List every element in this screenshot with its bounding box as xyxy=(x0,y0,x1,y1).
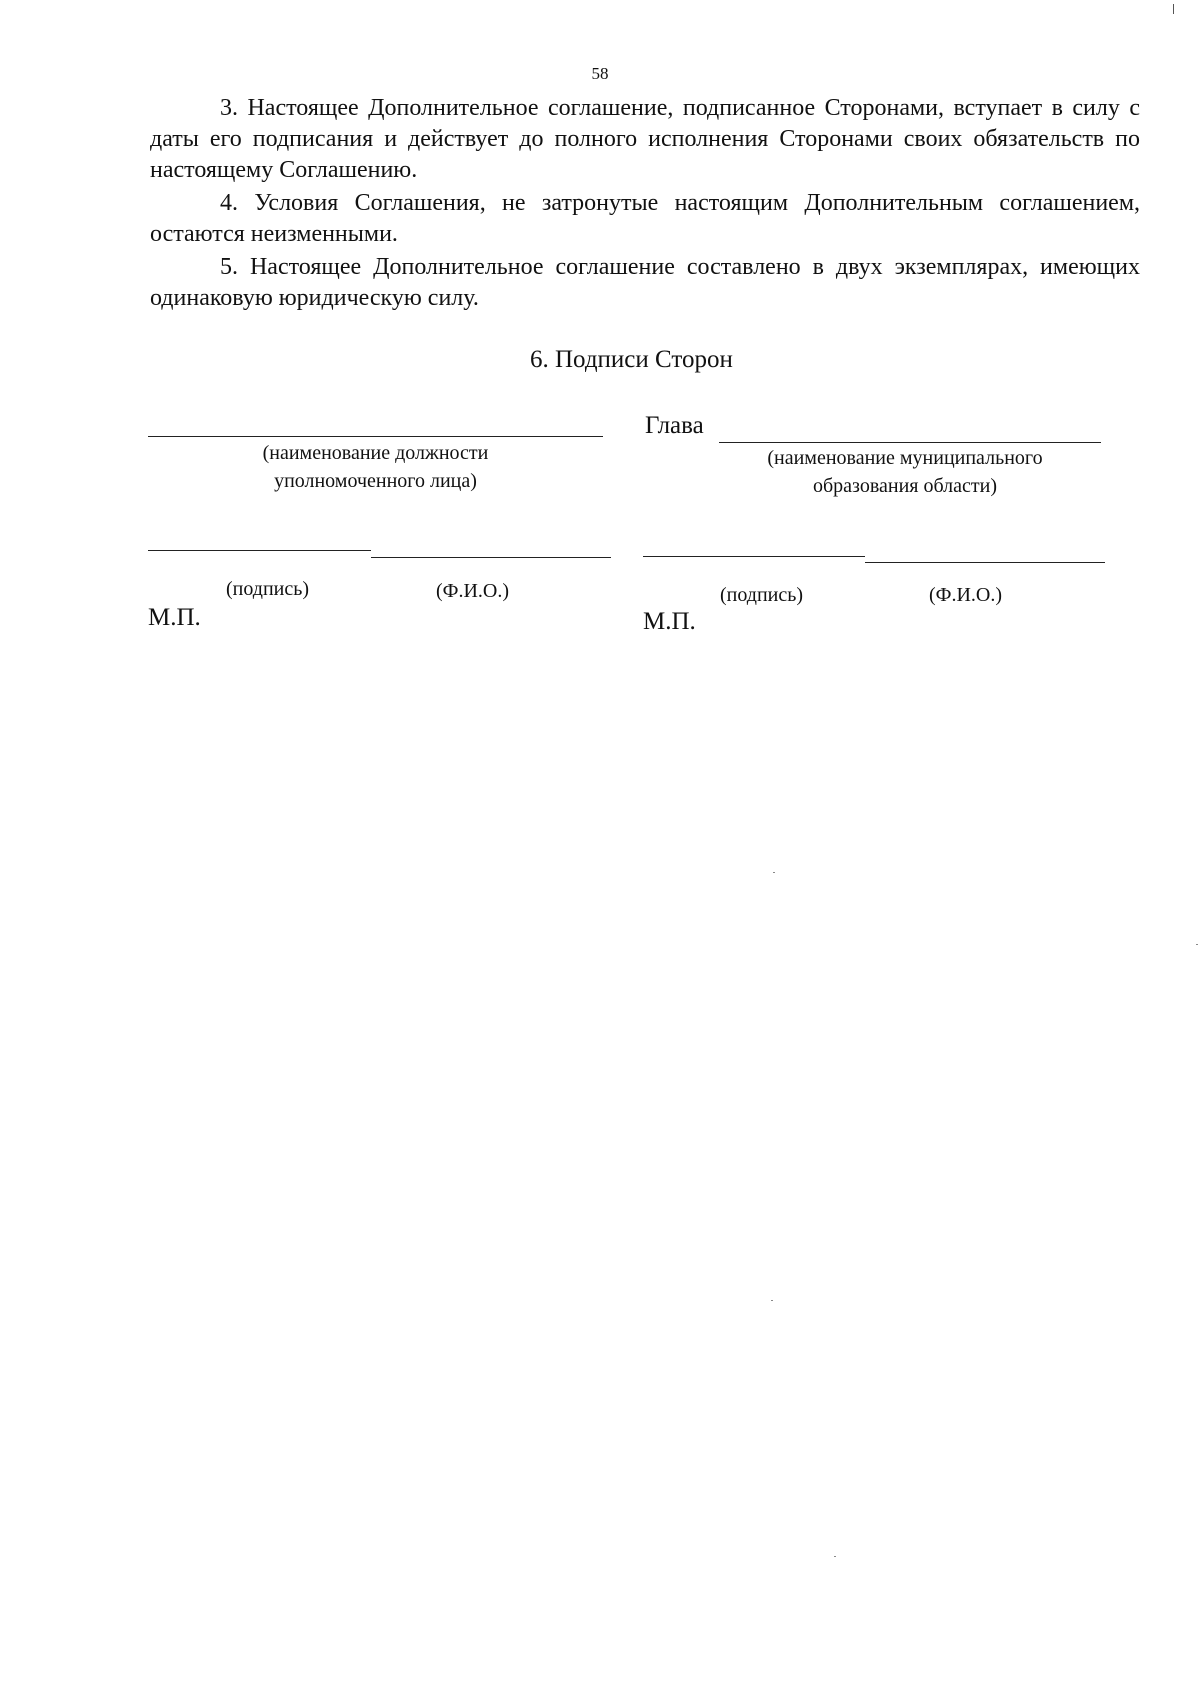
right-name-caption: (Ф.И.О.) xyxy=(929,584,1003,606)
right-name-line xyxy=(865,562,1105,563)
paragraph-3: 3. Настоящее Дополнительное соглашение, подписанное Сторонами, вступает в силу с даты его подписания и действует до полного исполнения Сторонами своих обязательств по настоящему Соглашению. xyxy=(150,95,1140,183)
right-position-caption-line1: (наименование муниципального xyxy=(767,447,1043,469)
left-position-line xyxy=(148,436,603,437)
left-position-caption xyxy=(148,439,603,495)
right-seal-mark: М.П. xyxy=(643,608,696,635)
scan-speck xyxy=(834,1556,836,1557)
scan-speck xyxy=(771,1300,773,1301)
right-position-line xyxy=(719,442,1101,443)
right-signature-caption: (подпись) xyxy=(720,584,804,606)
left-seal-mark: М.П. xyxy=(148,604,201,631)
right-position-caption xyxy=(700,444,1110,500)
right-signature-line xyxy=(643,556,865,557)
paragraph-5: 5. Настоящее Дополнительное соглашение составлено в двух экземплярах, имеющих одинаковую юридическую силу. xyxy=(150,254,1140,311)
section-heading: 6. Подписи Сторон xyxy=(530,346,733,373)
scan-speck xyxy=(1173,4,1174,14)
paragraph-4: 4. Условия Соглашения, не затронутые настоящим Дополнительным соглашением, остаются неизменными. xyxy=(150,190,1140,247)
left-position-caption-line1: (наименование должности xyxy=(262,442,489,464)
left-position-caption-line2: уполномоченного лица) xyxy=(274,470,477,492)
left-name-line xyxy=(371,557,611,558)
left-signature-caption: (подпись) xyxy=(226,578,310,600)
page-number: 58 xyxy=(591,64,609,83)
right-title-prefix: Глава xyxy=(645,412,704,439)
left-signature-line xyxy=(148,550,371,551)
scan-speck xyxy=(1196,944,1198,945)
left-name-caption: (Ф.И.О.) xyxy=(436,580,510,602)
right-position-caption-line2: образования области) xyxy=(812,475,997,497)
scan-speck xyxy=(773,872,775,873)
